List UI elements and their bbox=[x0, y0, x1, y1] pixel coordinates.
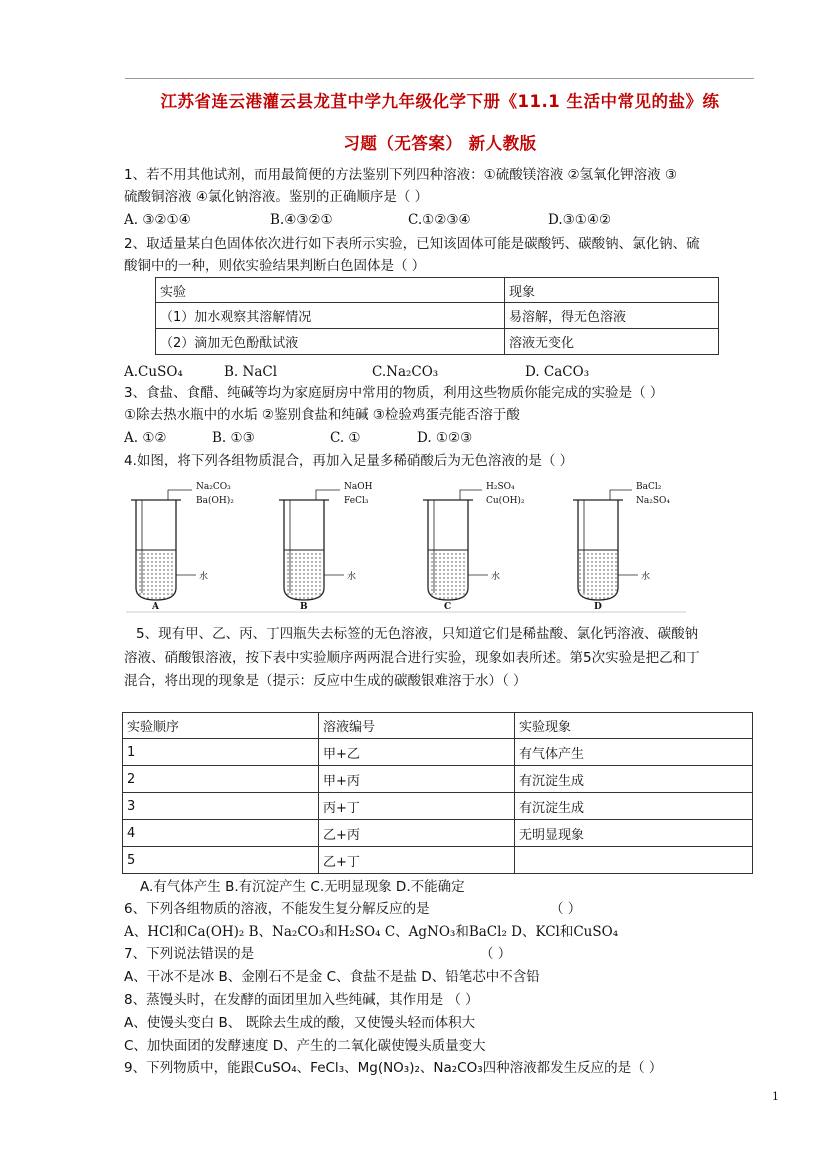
q2-option-b: B. NaCl bbox=[224, 364, 278, 380]
q3-text-line2: ①除去热水瓶中的水垢 ②鉴别食盐和纯碱 ③检验鸡蛋壳能否溶于酸 bbox=[124, 407, 520, 423]
table-cell: 有沉淀生成 bbox=[515, 766, 753, 793]
q1-option-b: B.④③②① bbox=[270, 212, 333, 228]
tube-a-reagent1: Na₂CO₃ bbox=[196, 482, 231, 492]
q2-option-c: C.Na₂CO₃ bbox=[372, 364, 439, 380]
q6-answer-paren: （ ） bbox=[550, 901, 582, 917]
table-cell: 实验顺序 bbox=[123, 713, 319, 739]
q3-text-line1: 3、食盐、食醋、纯碱等均为家庭厨房中常用的物质，利用这些物质你能完成的实验是（ ） bbox=[124, 385, 664, 401]
q3-option-a: A. ①② bbox=[124, 430, 167, 446]
q8-options-line2: C、加快面团的发酵速度 D、产生的二氧化碳使馒头质量变大 bbox=[124, 1038, 486, 1054]
test-tube-b bbox=[279, 490, 344, 600]
header-rule bbox=[125, 78, 754, 79]
table-cell: 无明显现象 bbox=[515, 820, 753, 847]
table-cell: 乙+丙 bbox=[319, 820, 515, 847]
table-row bbox=[123, 766, 753, 793]
table-cell: 有沉淀生成 bbox=[515, 793, 753, 820]
q7-options: A、干冰不是冰 B、金刚石不是金 C、食盐不是盐 D、铅笔芯中不含铅 bbox=[124, 969, 540, 985]
q6-text: 6、下列各组物质的溶液，不能发生复分解反应的是 bbox=[124, 901, 430, 917]
q5-text-line2: 溶液、硝酸银溶液，按下表中实验顺序两两混合进行实验，现象如表所述。第5次实验是把乙和丁 bbox=[124, 650, 700, 666]
tube-b-reagent2: FeCl₃ bbox=[344, 496, 369, 506]
table-row bbox=[156, 303, 719, 329]
q2-text-line1: 2、取适量某白色固体依次进行如下表所示实验，已知该固体可能是碳酸钙、碳酸钠、氯化钠、硫 bbox=[124, 236, 700, 252]
q2-option-a: A.CuSO₄ bbox=[124, 364, 183, 380]
table-cell: 甲+乙 bbox=[319, 739, 515, 766]
table-cell bbox=[515, 847, 753, 874]
tube-b-letter: B bbox=[300, 602, 308, 612]
table-cell: 有气体产生 bbox=[515, 739, 753, 766]
q5-options: A.有气体产生 B.有沉淀产生 C.无明显现象 D.不能确定 bbox=[140, 879, 465, 895]
q1-option-d: D.③①④② bbox=[548, 212, 612, 228]
q3-option-c: C. ① bbox=[330, 430, 361, 446]
q1-text-line1: 1、若不用其他试剂，而用最简便的方法鉴别下列四种溶液：①硫酸镁溶液 ②氢氧化钾溶液 ③ bbox=[124, 167, 677, 183]
table-cell: 1 bbox=[123, 739, 319, 766]
table-row bbox=[123, 820, 753, 847]
q8-text: 8、蒸馒头时，在发酵的面团里加入些纯碱，其作用是 （ ） bbox=[124, 992, 479, 1008]
page-title-line2: 习题（无答案） 新人教版 bbox=[343, 134, 537, 153]
tube-d-reagent2: Na₂SO₄ bbox=[636, 496, 671, 506]
q6-options: A、HCl和Ca(OH)₂ B、Na₂CO₃和H₂SO₄ C、AgNO₃和BaCl₂ D、KCl和CuSO₄ bbox=[124, 924, 619, 940]
q2-table bbox=[155, 277, 719, 355]
test-tube-c bbox=[423, 490, 488, 600]
q8-options-line1: A、使馒头变白 B、 既除去生成的酸，又使馒头轻而体积大 bbox=[124, 1015, 476, 1031]
q7-answer-paren: （ ） bbox=[480, 946, 512, 962]
table-row bbox=[156, 278, 719, 303]
tube-a-water: 水 bbox=[199, 572, 209, 582]
tube-d-letter: D bbox=[594, 602, 602, 612]
table-cell: 实验现象 bbox=[515, 713, 753, 739]
table-cell: 5 bbox=[123, 847, 319, 874]
q3-option-b: B. ①③ bbox=[212, 430, 255, 446]
table-row bbox=[123, 739, 753, 766]
test-tube-d bbox=[573, 490, 638, 600]
q2-text-line2: 酸铜中的一种，则依实验结果判断白色固体是（ ） bbox=[124, 258, 426, 274]
table-cell: 实验 bbox=[156, 278, 505, 303]
tube-c-reagent1: H₂SO₄ bbox=[486, 482, 515, 492]
q9-text: 9、下列物质中，能跟CuSO₄、FeCl₃、Mg(NO₃)₂、Na₂CO₃四种溶液都发生反应的是（ ） bbox=[124, 1060, 663, 1076]
q1-option-c: C.①②③④ bbox=[408, 212, 471, 228]
q4-text: 4.如图，将下列各组物质混合，再加入足量多稀硝酸后为无色溶液的是（ ） bbox=[124, 453, 574, 469]
q3-option-d: D. ①②③ bbox=[417, 430, 473, 446]
tube-b-water: 水 bbox=[347, 572, 357, 582]
table-cell: （1）加水观察其溶解情况 bbox=[156, 303, 505, 329]
table-cell: 3 bbox=[123, 793, 319, 820]
table-cell: 2 bbox=[123, 766, 319, 793]
table-cell: 乙+丁 bbox=[319, 847, 515, 874]
table-cell: 溶液编号 bbox=[319, 713, 515, 739]
tube-c-water: 水 bbox=[491, 572, 501, 582]
test-tube-a bbox=[131, 490, 196, 600]
table-cell: 易溶解，得无色溶液 bbox=[505, 303, 719, 329]
table-row bbox=[123, 793, 753, 820]
table-cell: 丙+丁 bbox=[319, 793, 515, 820]
q7-text: 7、下列说法错误的是 bbox=[124, 946, 255, 962]
table-cell: 甲+丙 bbox=[319, 766, 515, 793]
table-row bbox=[156, 329, 719, 355]
tube-c-reagent2: Cu(OH)₂ bbox=[486, 496, 525, 506]
q5-text-line1: 5、现有甲、乙、丙、丁四瓶失去标签的无色溶液，只知道它们是稀盐酸、氯化钙溶液、碳酸钠 bbox=[136, 626, 699, 642]
q1-option-a: A. ③②①④ bbox=[124, 212, 191, 228]
tube-d-reagent1: BaCl₂ bbox=[636, 482, 662, 492]
q2-option-d: D. CaCO₃ bbox=[525, 364, 590, 380]
tube-a-letter: A bbox=[152, 602, 159, 612]
table-row bbox=[123, 713, 753, 739]
test-tube-figure bbox=[126, 480, 726, 615]
q1-text-line2: 硫酸铜溶液 ④氯化钠溶液。鉴别的正确顺序是（ ） bbox=[124, 189, 429, 205]
tube-d-water: 水 bbox=[641, 572, 651, 582]
tube-c-letter: C bbox=[444, 602, 452, 612]
q5-table bbox=[122, 712, 753, 874]
table-cell: 溶液无变化 bbox=[505, 329, 719, 355]
table-cell: 4 bbox=[123, 820, 319, 847]
tube-b-reagent1: NaOH bbox=[344, 482, 373, 492]
table-cell: （2）滴加无色酚酞试液 bbox=[156, 329, 505, 355]
table-cell: 现象 bbox=[505, 278, 719, 303]
tube-a-reagent2: Ba(OH)₂ bbox=[196, 496, 234, 506]
page-number: 1 bbox=[772, 1090, 779, 1103]
q5-text-line3: 混合，将出现的现象是（提示：反应中生成的碳酸银难溶于水）（ ） bbox=[124, 673, 527, 689]
table-row bbox=[123, 847, 753, 874]
page-title-line1: 江苏省连云港灌云县龙苴中学九年级化学下册《11.1 生活中常见的盐》练 bbox=[160, 92, 720, 111]
